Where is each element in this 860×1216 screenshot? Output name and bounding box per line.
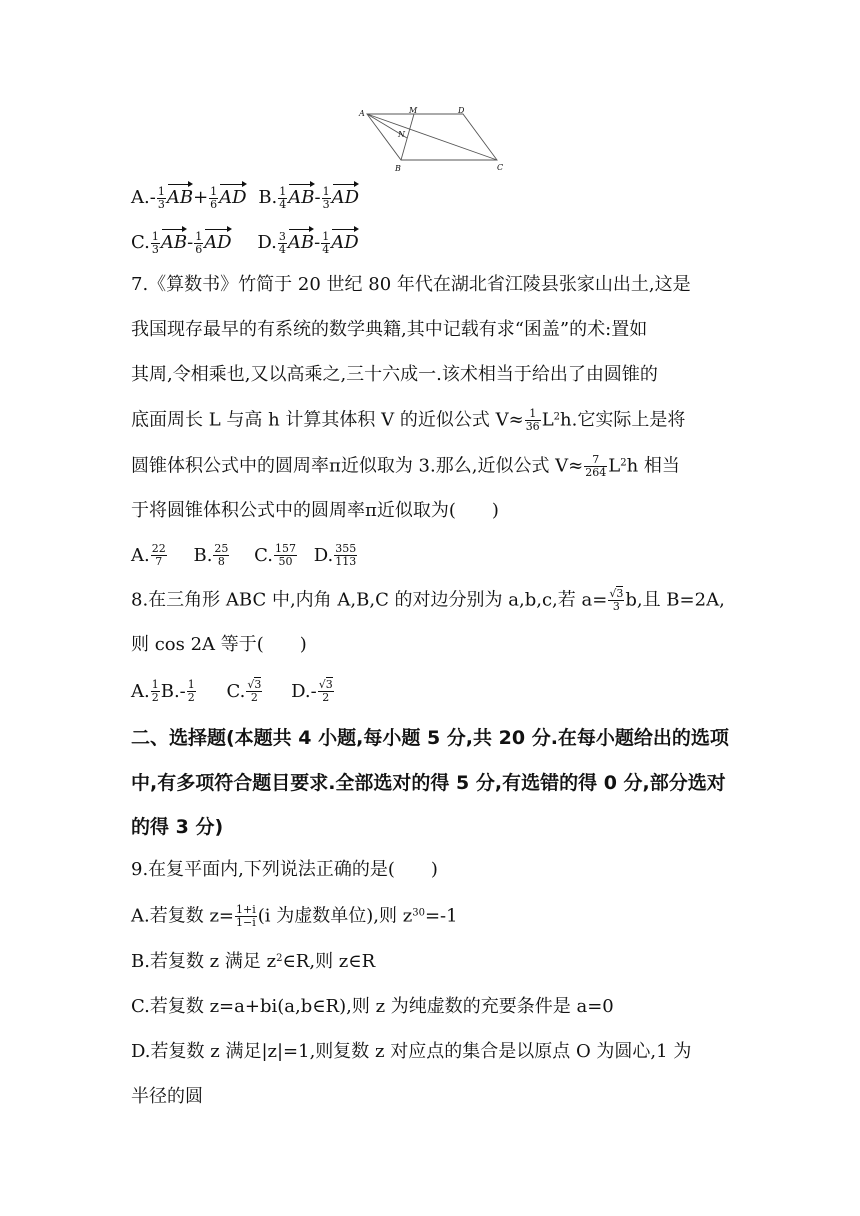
- q8-options: [131, 679, 335, 704]
- label-C: C: [497, 163, 504, 172]
- q7-line5: 圆锥体积公式中的圆周率π近似取为 3.那么,近似公式 V≈ $\frac{7}{264}$ $L^2h$ 相当: [131, 453, 680, 479]
- q7-line1: 7.《算数书》竹简于 20 世纪 80 年代在湖北省江陵县张家山出土,这是: [131, 274, 691, 295]
- diagonal-ac: [367, 114, 497, 160]
- q8-option-c: C. $\frac{√3}{2}$: [226, 678, 262, 704]
- q8-line1: 8.在三角形 ABC 中,内角 A,B,C 的对边分别为 a,b,c,若 a= $\frac{√3}{3}$ b,且 B=2A,: [131, 587, 725, 613]
- section2-line3: 的得 3 分): [131, 816, 224, 838]
- q7-line4: 底面周长 L 与高 h 计算其体积 V 的近似公式 V≈ $\frac{1}{36}$ $L^2h$.它实际上是将: [131, 407, 686, 433]
- label-M: M: [409, 106, 418, 115]
- q7-option-b: B. $\frac{25}{8}$: [193, 542, 229, 568]
- q9-option-d-line2: 半径的圆: [131, 1086, 203, 1107]
- q9-option-d-line1: D.若复数 z 满足|z|=1,则复数 z 对应点的集合是以原点 O 为圆心,1 为: [131, 1041, 692, 1062]
- q6-option-a: A.- $\frac{1}{3}$ AB+ $\frac{1}{6}$ AD: [131, 187, 252, 208]
- section2-line2: 中,有多项符合题目要求.全部选对的得 5 分,有选错的得 0 分,部分选对: [131, 772, 726, 794]
- q8-option-a: A. $\frac{1}{2}$: [131, 678, 159, 704]
- q6-options-row1: [131, 182, 359, 211]
- q8-option-d: D.- $\frac{√3}{2}$: [291, 678, 333, 704]
- q7-line3: 其周,令相乘也,又以高乘之,三十六成一.该术相当于给出了由圆锥的: [131, 364, 658, 385]
- q7-line6: 于将圆锥体积公式中的圆周率π近似取为( ): [131, 500, 499, 521]
- q6-option-c: C. $\frac{1}{3}$ AB- $\frac{1}{6}$ AD: [131, 232, 237, 253]
- label-D: D: [458, 106, 465, 115]
- q8-line2: 则 cos 2A 等于( ): [131, 634, 307, 655]
- q6-options-row2: [131, 227, 359, 256]
- parallelogram-figure: [355, 104, 525, 174]
- q7-option-d: D. $\frac{355}{113}$: [313, 542, 357, 568]
- q7-line2: 我国现存最早的有系统的数学典籍,其中记载有求“囷盖”的术:置如: [131, 319, 648, 340]
- q8-option-b: B.- $\frac{1}{2}$: [160, 678, 195, 704]
- q9-stem: 9.在复平面内,下列说法正确的是( ): [131, 859, 438, 880]
- q6-option-d: D. $\frac{3}{4}$ AB- $\frac{1}{4}$ AD: [257, 232, 358, 253]
- q9-option-c: C.若复数 z=a+bi(a,b∈R),则 z 为纯虚数的充要条件是 a=0: [131, 996, 614, 1017]
- label-A: A: [359, 109, 365, 118]
- label-B: B: [395, 164, 401, 173]
- label-N: N: [398, 130, 405, 139]
- q7-options: [131, 543, 358, 568]
- q9-option-b: B.若复数 z 满足 $z^2\in R$,则 z∈R: [131, 951, 376, 972]
- section2-line1: 二、选择题(本题共 4 小题,每小题 5 分,共 20 分.在每小题给出的选项: [131, 727, 729, 749]
- q9-option-a: A.若复数 z= $\frac{1+i}{1-i}$ (i 为虚数单位),则 $z^{30}=-1$: [131, 903, 458, 929]
- q6-option-b: B. $\frac{1}{4}$ AB- $\frac{1}{3}$ AD: [258, 187, 359, 208]
- q7-option-a: A. $\frac{22}{7}$: [131, 542, 166, 568]
- q7-option-c: C. $\frac{157}{50}$: [254, 542, 297, 568]
